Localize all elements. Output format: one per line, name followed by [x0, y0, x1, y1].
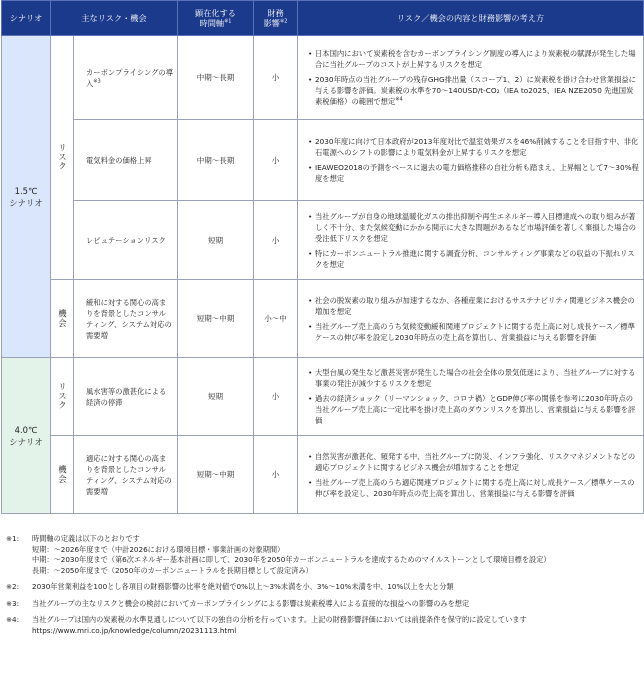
kind-cell — [51, 280, 74, 358]
description-bullet: • 大型台風の発生など激甚災害が発生した場合の社会全体の景気低迷により、当社グループに対する事業の発注が減少するリスクを想定 — [308, 367, 639, 389]
description-cell — [298, 280, 644, 358]
footnotes — [6, 534, 636, 636]
impact-cell: 小 — [254, 201, 298, 280]
table-header-row — [2, 1, 644, 36]
footnote — [6, 582, 636, 593]
timeframe-cell: 短期～中期 — [178, 280, 254, 358]
description-bullet: • 特にカーボンニュートラル推進に関する調査分析、コンサルティング事業などの収益の下振れリスクを想定 — [308, 248, 639, 270]
footnote-line: 時間軸の定義は以下のとおりです — [32, 534, 140, 543]
footnote-label: ※2: — [6, 582, 20, 591]
table-row — [2, 120, 644, 201]
footnote-label: ※4: — [6, 615, 20, 624]
footnote-line: 2030年営業利益を100とし各項目の財務影響の比率を絶対値で0%以上～3%未満を小、3%～10%未満を中、10%以上を大と分類 — [32, 582, 454, 591]
risk-name-note: ※3 — [93, 78, 101, 85]
footnote — [6, 599, 636, 610]
kind-label: リスク — [57, 143, 68, 172]
description-bullet: • 当社グループが自身の地球温暖化ガスの排出抑制や再生エネルギー導入目標達成への取り組みが著しく不十分、また気候変動にかかる開示に大きな問題があるなど市場評価を著しく棄損した場合の受注低下リスクを想定 — [308, 211, 639, 244]
footnote-line: 当社グループの主なリスクと機会の検討においてカーボンプライシングによる影響は炭素税導入による直接的な損益への影響のみを想定 — [32, 598, 470, 608]
impact-cell: 小 — [254, 436, 298, 514]
description-bullet: • 日本国内において炭素税を含むカーボンプライシング制度の導入により炭素税の賦課が発生した場合に当社グループのコストが上昇するリスクを想定 — [308, 48, 639, 70]
footnote-link[interactable]: https://www.mri.co.jp/knowledge/column/20231113.html — [32, 625, 237, 635]
description-bullet: • 社会の脱炭素の取り組みが加速するなか、各種産業におけるサステナビリティ関連ビジネス機会の増加を想定 — [308, 295, 639, 317]
timeframe-cell: 短期 — [178, 201, 254, 280]
header-impact-line2: 影響 — [263, 18, 280, 28]
footnote-line: 長期：～2050年度まで（2050年のカーボンニュートラルを長期目標として設定済み） — [32, 565, 313, 575]
impact-cell: 小 — [254, 36, 298, 120]
kind-label: 機会 — [57, 465, 68, 484]
footnote-body — [32, 599, 636, 610]
kind-cell — [51, 436, 74, 514]
footnote — [6, 615, 636, 636]
footnote-marker: ※4 — [395, 96, 403, 103]
footnote-line: 当社グループは国内の炭素税の水準見通しについて以下の独自の分析を行っています。上記の財務影響評価においては前提条件を保守的に設定しています — [32, 615, 527, 624]
header-main-risk: 主なリスク・機会 — [51, 1, 178, 36]
scenario-cell — [2, 358, 51, 514]
table-row — [2, 436, 644, 514]
description-cell — [298, 120, 644, 201]
risk-name: カーボンプライシングの導入 — [86, 67, 174, 88]
risk-name-cell: レピュテーションリスク — [74, 201, 178, 280]
description-cell — [298, 36, 644, 120]
footnote-body — [32, 582, 636, 593]
header-description: リスク／機会の内容と財務影響の考え方 — [298, 1, 644, 36]
header-timeframe-line2: 時間軸 — [199, 18, 225, 28]
table-row — [2, 36, 644, 120]
risk-opportunity-table — [1, 0, 644, 514]
kind-label: 機会 — [57, 309, 68, 328]
kind-cell — [51, 36, 74, 280]
opportunity-name-cell: 適応に対する関心の高まりを背景としたコンサルティング、システム対応の需要増 — [74, 436, 178, 514]
impact-cell: 小 — [254, 358, 298, 436]
header-impact-note: ※2 — [280, 18, 288, 25]
header-scenario: シナリオ — [2, 1, 51, 36]
impact-cell: 小～中 — [254, 280, 298, 358]
description-bullet: • 当社グループ売上高のうち気候変動緩和関連プロジェクトに関する売上高に対し成長ケース／標準ケースの伸び率を設定し2030年時点の売上高を算出し、営業損益に与える影響を評価 — [308, 321, 639, 343]
description-cell — [298, 436, 644, 514]
description-bullet-text: 2030年時点の当社グループの残存GHG排出量（スコープ1、2）に炭素税を掛け合わせ営業損益に与える影響を評価。炭素税の水準を70～140USD/t-CO₂（IEA to2025、IEA NZE2050 先進国炭素税価格）の範囲で想定 — [315, 75, 636, 106]
description-cell — [298, 201, 644, 280]
risk-name-cell: 風水害等の激甚化による経済の停滞 — [74, 358, 178, 436]
scenario-name-line2: シナリオ — [9, 436, 43, 447]
description-bullet: • 当社グループ売上高のうち適応関連プロジェクトに関する売上高に対し成長ケース／標準ケースの伸び率を設定し、2030年時点の売上高を算出し、営業損益に与える影響を評価 — [308, 477, 639, 499]
table-row — [2, 358, 644, 436]
footnote-line: 中期：～2030年度まで（第6次エネルギー基本計画に即して、2030年を2050年カーボンニュートラルを達成するためのマイルストーンとして環境目標を設定） — [32, 555, 551, 564]
scenario-cell — [2, 36, 51, 358]
risk-name-cell: 電気料金の価格上昇 — [74, 120, 178, 201]
footnote-body — [32, 534, 636, 576]
description-bullet: • 過去の経済ショック（リーマンショック、コロナ禍）とGDP伸び率の関係を参考に2030年時点の当社グループ売上高に一定比率を掛け売上高のダウンリスクを算出し、営業損益に与える影響を評価 — [308, 393, 639, 426]
header-timeframe — [178, 1, 254, 36]
description-cell — [298, 358, 644, 436]
footnote-label: ※3: — [6, 598, 20, 608]
footnote — [6, 534, 636, 576]
timeframe-cell: 短期 — [178, 358, 254, 436]
timeframe-cell: 中期～長期 — [178, 36, 254, 120]
kind-cell — [51, 358, 74, 436]
description-bullet — [308, 74, 639, 107]
footnote-label: ※1: — [6, 534, 20, 543]
opportunity-name-cell: 緩和に対する関心の高まりを背景としたコンサルティング、システム対応の需要増 — [74, 280, 178, 358]
description-bullet: • IEAWEO2018の予測をベースに過去の電力価格推移の自社分析も踏まえ、上昇幅として7～30%程度を想定 — [308, 162, 639, 184]
footnote-line: 短期：～2026年度まで（中計2026における環境目標・事業計画の対象期間） — [32, 544, 285, 554]
description-bullet: • 自然災害が激甚化、頻発する中、当社グループに防災、インフラ強化、リスクマネジメントなどの適応プロジェクトに関するビジネス機会が増加することを想定 — [308, 451, 639, 473]
description-bullet: • 2030年度に向けて日本政府が2013年度対比で温室効果ガスを46%削減することを目指す中、非化石電源へのシフトの影響により電気料金が上昇するリスクを想定 — [308, 136, 639, 158]
header-timeframe-line1: 顕在化する — [195, 8, 236, 18]
kind-label: リスク — [57, 382, 68, 411]
header-impact-line1: 財務 — [267, 8, 284, 18]
footnote-body — [32, 615, 636, 636]
table-row — [2, 280, 644, 358]
timeframe-cell: 短期～中期 — [178, 436, 254, 514]
scenario-name-line2: シナリオ — [9, 197, 43, 208]
scenario-name-line1: 4.0℃ — [14, 424, 38, 435]
header-impact — [254, 1, 298, 36]
impact-cell: 小 — [254, 120, 298, 201]
table-row — [2, 201, 644, 280]
header-timeframe-note: ※1 — [224, 18, 232, 25]
scenario-name-line1: 1.5℃ — [14, 185, 38, 196]
timeframe-cell: 中期～長期 — [178, 120, 254, 201]
risk-name-cell — [74, 36, 178, 120]
